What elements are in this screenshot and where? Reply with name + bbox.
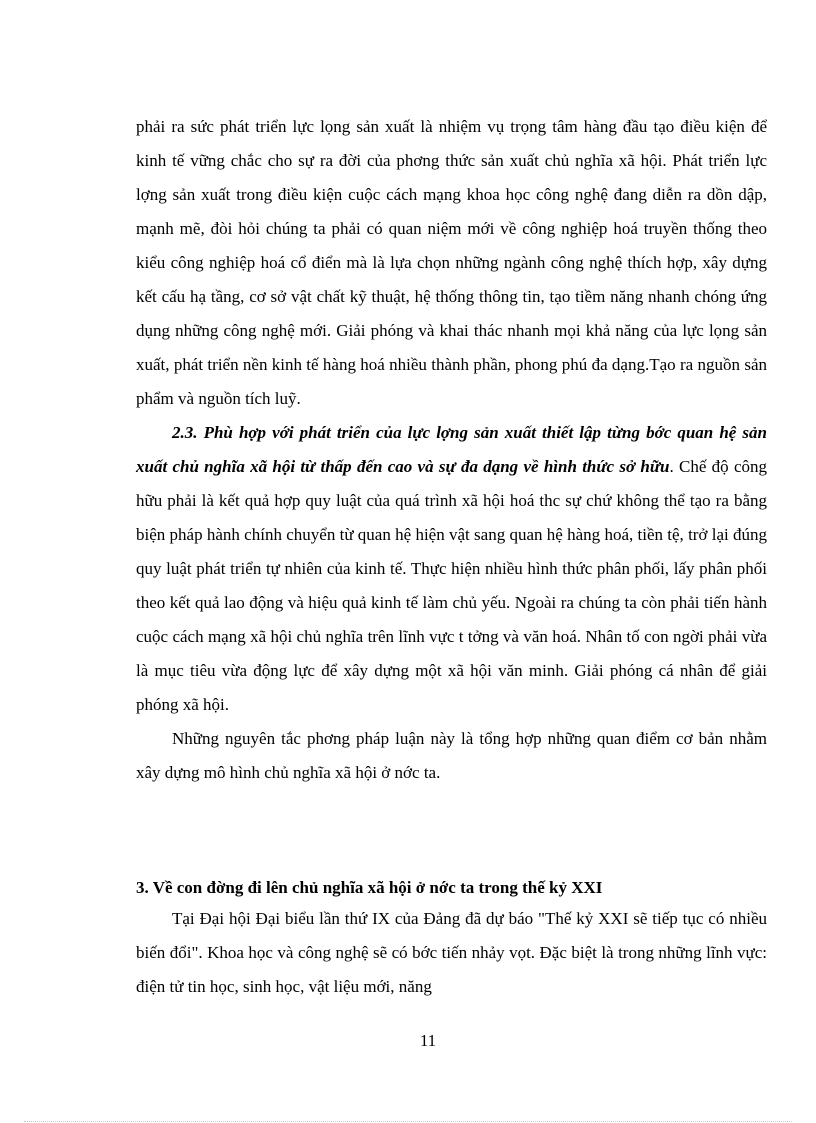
summary-paragraph: Những nguyên tắc phơng pháp luận này là tổng hợp những quan điểm cơ bản nhằm xây dựng mô hình chủ nghĩa xã hội ở nớc ta. [136,729,767,782]
page-number: 11 [419,1031,437,1050]
section-3-paragraph: Tại Đại hội Đại biểu lần thứ IX của Đảng đã dự báo "Thế kỷ XXI sẽ tiếp tục có nhiều biến đổi". Khoa học và công nghệ sẽ có bớc tiến nhảy vọt. Đặc biệt là trong những lĩnh vực: điện tử tin học, sinh học, vật liệu mới, năng [136,909,767,996]
section-2-3-paragraph [136,416,767,722]
page-bottom-divider [24,1121,792,1122]
section-3-body [136,902,767,1004]
section-2-3-body: . Chế độ công hữu phải là kết quả hợp quy luật của quá trình xã hội hoá thc sự chứ không thể tạo ra bằng biện pháp hành chính chuyển từ quan hệ hiện vật sang quan hệ hàng hoá, tiền tệ, trở lại đúng quy luật phát triển tự nhiên của kinh tế. Thực hiện nhiều hình thức phân phối, lấy phân phối theo kết quả lao động và hiệu quả kinh tế làm chủ yếu. Ngoài ra chúng ta còn phải tiến hành cuộc cách mạng xã hội chủ nghĩa trên lĩnh vực t tởng và văn hoá. Nhân tố con ngời phải vừa là mục tiêu vừa động lực để xây dựng một xã hội văn minh. Giải phóng cá nhân để giải phóng xã hội. [136,457,767,714]
intro-paragraph: phải ra sức phát triển lực lọng sản xuất là nhiệm vụ trọng tâm hàng đầu tạo điều kiện để kinh tế vững chắc cho sự ra đời của phơng thức sản xuất chủ nghĩa xã hội. Phát triển lực lợng sản xuất trong điều kiện cuộc cách mạng khoa học công nghệ đang diễn ra dồn dập, mạnh mẽ, đòi hỏi chúng ta phải có quan niệm mới về công nghiệp hoá truyền thống theo kiểu công nghiệp hoá cổ điển mà là lựa chọn những ngành công nghệ thích hợp, xây dựng kết cấu hạ tầng, cơ sở vật chất kỹ thuật, hệ thống thông tin, tạo tiềm năng nhanh chóng ứng dụng những công nghệ mới. Giải phóng và khai thác nhanh mọi khả năng của lực lọng sản xuất, phát triển nền kinh tế hàng hoá nhiều thành phần, phong phú đa dạng.Tạo ra nguồn sản phẩm và nguồn tích luỹ. [136,117,767,408]
section-3-heading: 3. Về con đờng đi lên chủ nghĩa xã hội ở nớc ta trong thế kỷ XXI [136,878,603,897]
section-2-3-heading: 2.3. Phù hợp với phát triển của lực lợng sản xuất thiết lập từng bớc quan hệ sản xuất chủ nghĩa xã hội từ thấp đến cao và sự đa dạng về hình thức sở hữu [136,423,767,476]
body-text [136,110,767,790]
